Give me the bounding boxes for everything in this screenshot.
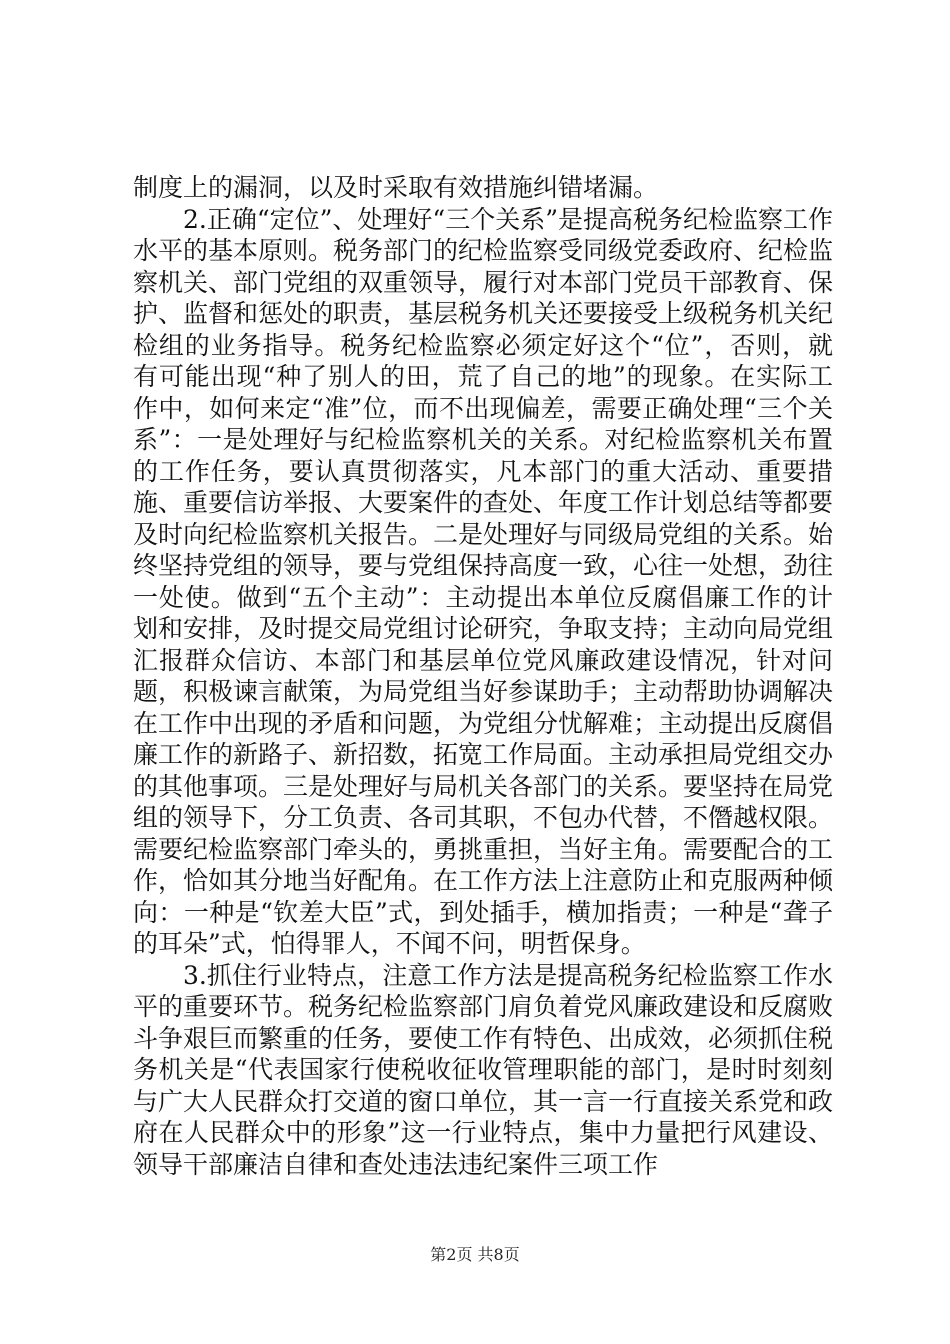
- paragraph-section-2: 2.正确“定位”、处理好“三个关系”是提高税务纪检监察工作水平的基本原则。税务部门的纪检监察受同级党委政府、纪检监察机关、部门党组的双重领导，履行对本部门党员干部教育、保护、监督和惩处的职责，基层税务机关还要接受上级税务机关纪检组的业务指导。税务纪检监察必须定好这个“位”，否则，就有可能出现“种了别人的田，荒了自己的地”的现象。在实际工作中，如何来定“准”位，而不出现偏差，需要正确处理“三个关系”：一是处理好与纪检监察机关的关系。对纪检监察机关布置的工作任务，要认真贯彻落实，凡本部门的重大活动、重要措施、重要信访举报、大要案件的查处、年度工作计划总结等都要及时向纪检监察机关报告。二是处理好与同级局党组的关系。始终坚持党组的领导，要与党组保持高度一致，心往一处想，劲往一处使。做到“五个主动”：主动提出本单位反腐倡廉工作的计划和安排，及时提交局党组讨论研究，争取支持；主动向局党组汇报群众信访、本部门和基层单位党风廉政建设情况，针对问题，积极谏言献策，为局党组当好参谋助手；主动帮助协调解决在工作中出现的矛盾和问题，为党组分忧解难；主动提出反腐倡廉工作的新路子、新招数，拓宽工作局面。主动承担局党组交办的其他事项。三是处理好与局机关各部门的关系。要坚持在局党组的领导下，分工负责、各司其职，不包办代替，不僭越权限。需要纪检监察部门牵头的，勇挑重担，当好主角。需要配合的工作，恰如其分地当好配角。在工作方法上注意防止和克服两种倾向：一种是“钦差大臣”式，到处插手，横加指责；一种是“聋子的耳朵”式，怕得罪人，不闻不问，明哲保身。: [133, 204, 834, 958]
- body-text: [133, 172, 833, 1180]
- page-footer: 第2页 共8页: [430, 1245, 520, 1264]
- paragraph-section-3: 3.抓住行业特点，注意工作方法是提高税务纪检监察工作水平的重要环节。税务纪检监察部门肩负着党风廉政建设和反腐败斗争艰巨而繁重的任务，要使工作有特色、出成效，必须抓住税务机关是“代表国家行使税收征收管理职能的部门，是时时刻刻与广大人民群众打交道的窗口单位，其一言一行直接关系党和政府在人民群众中的形象”这一行业特点，集中力量把行风建设、领导干部廉洁自律和查处违法违纪案件三项工作: [133, 960, 834, 1179]
- paragraph-continuation: 制度上的漏洞，以及时采取有效措施纠错堵漏。: [133, 173, 659, 202]
